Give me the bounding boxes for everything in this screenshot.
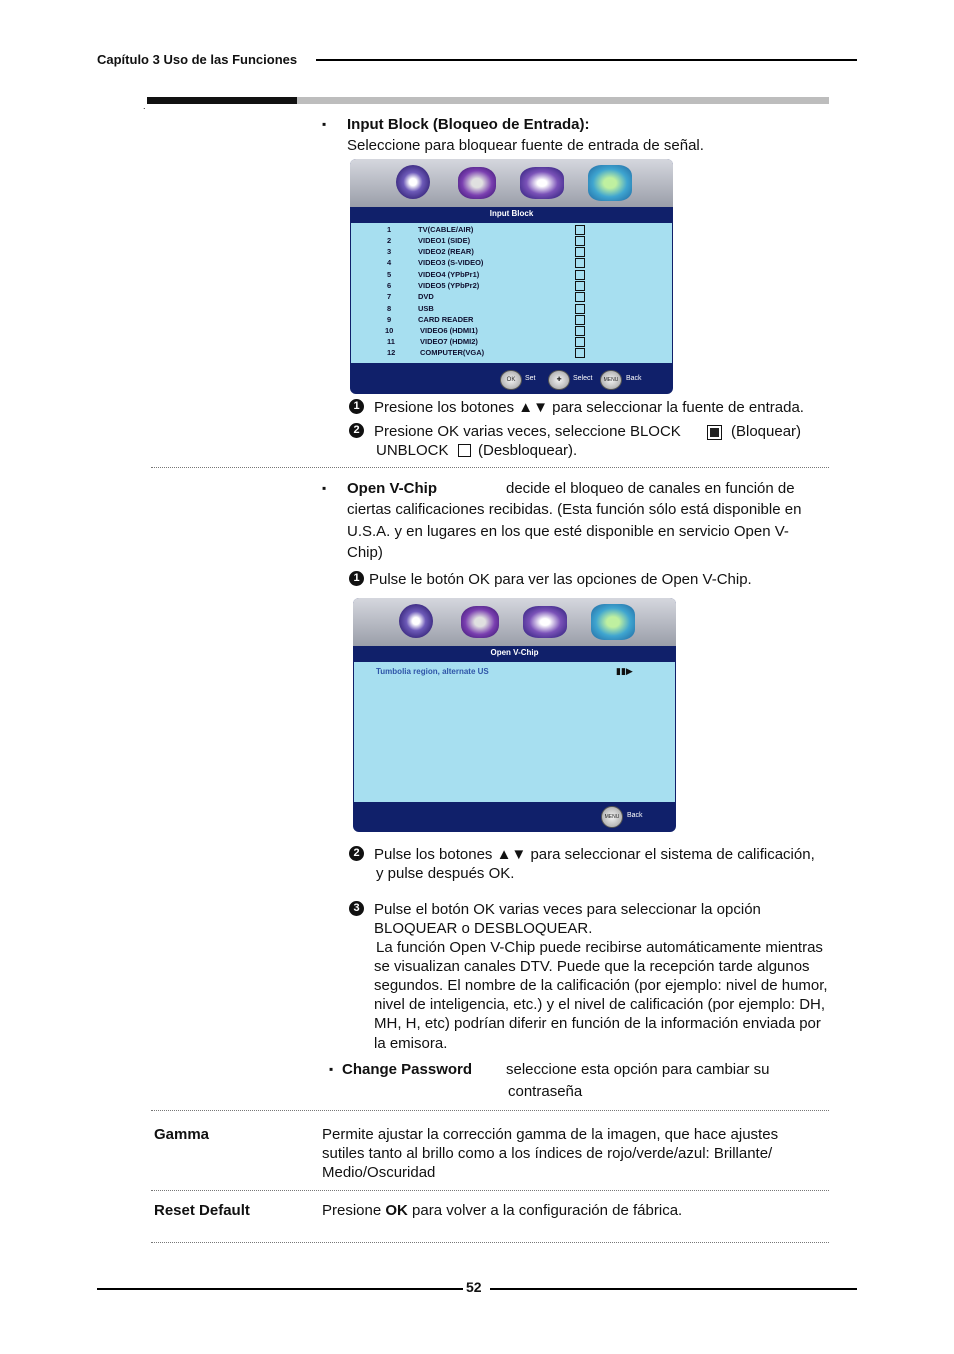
- list-item-number: 12: [387, 348, 396, 357]
- list-item-label: USB: [418, 304, 434, 313]
- reset-text-post: para volver a la configuración de fábrica.: [412, 1202, 683, 1219]
- input-list: [351, 223, 672, 363]
- gamma-line: Medio/Oscuridad: [322, 1164, 436, 1181]
- change-password-title: Change Password: [342, 1061, 473, 1078]
- vchip-note-line: MH, H, etc) podrían diferir en función de la información enviada por: [374, 1015, 821, 1032]
- header-rule: [316, 59, 857, 61]
- reset-label: Reset Default: [154, 1202, 250, 1219]
- vchip-step3-line1: Pulse el botón OK varias veces para seleccionar la opción: [374, 901, 761, 918]
- list-item-label: DVD: [418, 292, 434, 301]
- input-block-title: Input Block (Bloqueo de Entrada):: [347, 116, 590, 133]
- vchip-note-line: La función Open V-Chip puede recibirse automáticamente mientras: [376, 939, 823, 956]
- change-password-desc-line1: seleccione esta opción para cambiar su: [506, 1061, 770, 1078]
- back-label: Back: [627, 812, 643, 819]
- vchip-desc-line2: ciertas calificaciones recibidas. (Esta función sólo está disponible en: [347, 501, 802, 518]
- input-block-step2-c: UNBLOCK: [376, 442, 449, 459]
- gamma-line: sutiles tanto al brillo como a los índices de rojo/verde/azul: Brillante/: [322, 1145, 773, 1162]
- block-checkbox[interactable]: [575, 337, 585, 347]
- list-item-number: 8: [387, 304, 392, 313]
- back-label: Back: [626, 375, 642, 382]
- list-item-label: VIDEO7 (HDMI2): [420, 337, 478, 346]
- blocked-box-icon: [707, 425, 722, 440]
- menu-icon-bar: [350, 159, 673, 207]
- section-divider: [151, 1190, 829, 1191]
- section-divider: [151, 1242, 829, 1243]
- menu-button-icon: MENU: [600, 370, 622, 390]
- vchip-note-line: se visualizan canales DTV. Puede que la recepción tarde algunos: [374, 958, 810, 975]
- list-item-number: 6: [387, 281, 392, 290]
- screen-title: Input Block: [489, 209, 534, 218]
- vchip-desc-line1: decide el bloqueo de canales en función de: [506, 480, 795, 497]
- list-item-number: 1: [387, 225, 392, 234]
- input-block-step2-b: (Bloquear): [731, 423, 802, 440]
- chapter-title: Capítulo 3 Uso de las Funciones: [97, 52, 298, 67]
- input-block-step2-d: (Desbloquear).: [478, 442, 578, 459]
- section-divider: [151, 1110, 829, 1111]
- list-item-number: 2: [387, 236, 392, 245]
- page-number: 52: [466, 1279, 482, 1295]
- list-item-label: VIDEO5 (YPbPr2): [418, 281, 480, 290]
- vchip-note-line: segundos. El nombre de la calificación (por ejemplo: nivel de humor,: [374, 977, 828, 994]
- list-item-number: 9: [387, 315, 392, 324]
- vchip-screen: [353, 598, 676, 832]
- block-checkbox[interactable]: [575, 247, 585, 257]
- play-arrow-icon: ▮▮▶: [616, 666, 633, 676]
- ok-button-icon: OK: [500, 370, 522, 390]
- vchip-list: [354, 662, 675, 802]
- reset-text-bold: OK: [385, 1202, 408, 1219]
- vchip-step3-line2: BLOQUEAR o DESBLOQUEAR.: [374, 920, 593, 937]
- list-item-number: 3: [387, 247, 392, 256]
- step-two-icon: 2: [349, 423, 364, 438]
- set-label: Set: [525, 375, 536, 382]
- block-checkbox[interactable]: [575, 236, 585, 246]
- list-item-label: VIDEO6 (HDMI1): [420, 326, 478, 335]
- input-block-screen: [350, 159, 673, 394]
- vchip-note-line: la emisora.: [374, 1035, 448, 1052]
- options-puzzle-icon: [588, 165, 632, 201]
- block-checkbox[interactable]: [575, 225, 585, 235]
- screen-footer: [350, 370, 673, 390]
- vchip-step1: Pulse le botón OK para ver las opciones de Open V-Chip.: [369, 571, 752, 588]
- block-checkbox[interactable]: [575, 270, 585, 280]
- menu-icon-bar: [353, 598, 676, 646]
- footer-rule-left: [97, 1288, 463, 1290]
- unblocked-box-icon: [458, 444, 471, 457]
- section-bar-dark: [147, 97, 297, 104]
- list-item-label: VIDEO2 (REAR): [418, 247, 474, 256]
- reset-description: [322, 1201, 682, 1220]
- list-item-label: VIDEO1 (SIDE): [418, 236, 471, 245]
- step-one-icon: 1: [349, 399, 364, 414]
- list-item-label: VIDEO3 (S-VIDEO): [418, 258, 484, 267]
- block-checkbox[interactable]: [575, 281, 585, 291]
- block-checkbox[interactable]: [575, 315, 585, 325]
- block-checkbox[interactable]: [575, 326, 585, 336]
- input-block-description: Seleccione para bloquear fuente de entrada de señal.: [347, 137, 704, 154]
- footer-rule-right: [490, 1288, 857, 1290]
- audio-speaker-icon: [458, 167, 496, 199]
- vchip-note-line: nivel de inteligencia, etc.) y el nivel de calificación (por ejemplo: DH,: [374, 996, 826, 1013]
- screen-title: Open V-Chip: [490, 648, 539, 657]
- list-item-number: 7: [387, 292, 392, 301]
- screen-footer: [353, 806, 676, 828]
- bullet-icon: ▪: [322, 117, 327, 131]
- setup-tools-icon: [520, 167, 564, 199]
- picture-disc-icon: [399, 604, 433, 638]
- block-checkbox[interactable]: [575, 292, 585, 302]
- menu-button-icon: MENU: [601, 806, 623, 828]
- audio-speaker-icon: [461, 606, 499, 638]
- stray-dot: .: [143, 101, 146, 111]
- gamma-line: Permite ajustar la corrección gamma de la imagen, que hace ajustes: [322, 1126, 779, 1143]
- gamma-label: Gamma: [154, 1126, 210, 1143]
- list-item-number: 11: [387, 337, 395, 346]
- rating-region-item[interactable]: Tumbolia region, alternate US: [376, 667, 489, 676]
- options-puzzle-icon: [591, 604, 635, 640]
- select-label: Select: [573, 375, 593, 382]
- vchip-step2-line2: y pulse después OK.: [376, 865, 515, 882]
- list-item-number: 10: [385, 326, 394, 335]
- step-one-icon: 1: [349, 571, 364, 586]
- bullet-icon: ▪: [329, 1062, 334, 1076]
- block-checkbox[interactable]: [575, 348, 585, 358]
- vchip-title: Open V-Chip: [347, 480, 437, 497]
- list-item-label: COMPUTER(VGA): [420, 348, 485, 357]
- input-block-step1: Presione los botones ▲▼ para seleccionar la fuente de entrada.: [374, 399, 804, 416]
- step-two-icon: 2: [349, 846, 364, 861]
- vchip-desc-line4: Chip): [347, 544, 383, 561]
- reset-text-pre: Presione: [322, 1202, 382, 1219]
- bullet-icon: ▪: [322, 481, 327, 495]
- block-checkbox[interactable]: [575, 304, 585, 314]
- input-block-step2-a: Presione OK varias veces, seleccione BLOCK: [374, 423, 681, 440]
- step-three-icon: 3: [349, 901, 364, 916]
- section-bar-light: [297, 97, 829, 104]
- block-checkbox[interactable]: [575, 258, 585, 268]
- picture-disc-icon: [396, 165, 430, 199]
- vchip-desc-line3: U.S.A. y en lugares en los que esté disponible en servicio Open V-: [347, 523, 789, 540]
- change-password-desc-line2: contraseña: [508, 1083, 583, 1100]
- list-item-number: 4: [387, 258, 392, 267]
- vchip-step2-line1: Pulse los botones ▲▼ para seleccionar el sistema de calificación,: [374, 846, 815, 863]
- section-divider: [151, 467, 829, 468]
- list-item-number: 5: [387, 270, 392, 279]
- list-item-label: TV(CABLE/AIR): [418, 225, 474, 234]
- select-arrows-icon: ✚: [548, 370, 570, 390]
- list-item-label: CARD READER: [418, 315, 474, 324]
- setup-tools-icon: [523, 606, 567, 638]
- list-item-label: VIDEO4 (YPbPr1): [418, 270, 480, 279]
